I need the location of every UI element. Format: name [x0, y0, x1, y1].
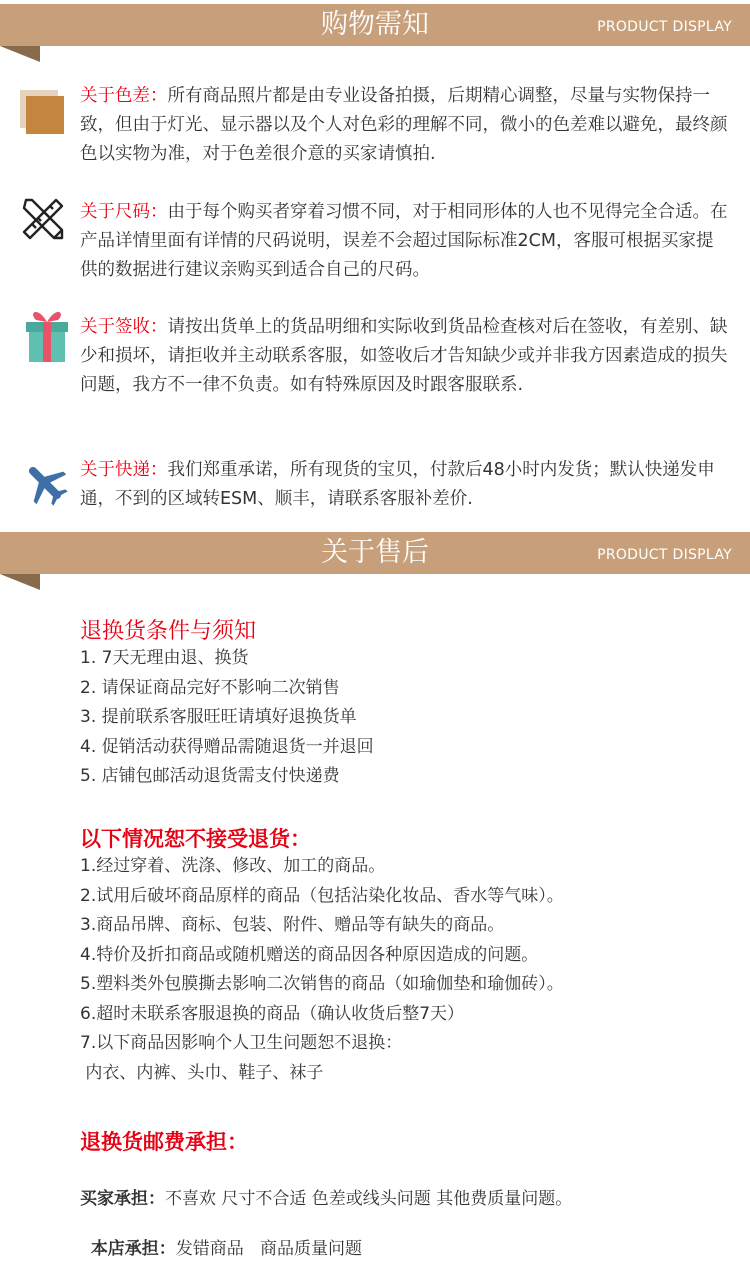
airplane-icon — [22, 460, 68, 510]
banner-subtitle: PRODUCT DISPLAY — [597, 19, 732, 35]
notice-text: 我们郑重承诺，所有现货的宝贝，付款后48小时内发货；默认快递发申通，不到的区域转ESM、顺丰，请联系客服补差价. — [80, 460, 715, 509]
banner-shopping-notice — [0, 4, 750, 62]
store-bears-label: 本店承担： — [90, 1239, 176, 1259]
notice-text: 所有商品照片都是由专业设备拍摄，后期精心调整，尽量与实物保持一致，但由于灯光、显示器以及个人对色彩的理解不同，微小的色差难以避免，最终颜色以实物为准，对于色差很介意的买家请慎拍. — [80, 86, 728, 164]
notice-text: 请按出货单上的货品明细和实际收到货品检查核对后在签收，有差别、缺少和损坏，请拒收并主动联系客服，如签收后才告知缺少或并非我方因素造成的损失问题，我方不一律不负责。如有特殊原因及时跟客服联系. — [80, 317, 728, 395]
notice-label: 关于快递： — [80, 460, 168, 480]
notice-size — [80, 198, 730, 285]
returns-list — [80, 644, 740, 792]
buyer-bears-label: 买家承担： — [80, 1189, 165, 1209]
banner-title: 关于售后 — [321, 537, 429, 568]
color-swatch-icon — [20, 90, 66, 140]
list-item: 5.塑料类外包膜撕去影响二次销售的商品（如瑜伽垫和瑜伽砖）。 — [80, 974, 564, 994]
list-item: 内衣、内裤、头巾、鞋子、袜子 — [80, 1062, 324, 1083]
notice-text: 由于每个购买者穿着习惯不同，对于相同形体的人也不见得完全合适。在产品详情里面有详情的尺码说明，误差不会超过国际标准2CM，客服可根据买家提供的数据进行建议亲购买到适合自己的尺码。 — [80, 202, 728, 280]
banner-fold — [0, 574, 40, 590]
ruler-pencil-icon — [18, 194, 68, 248]
list-item: 5. 店铺包邮活动退货需支付快递费 — [80, 766, 340, 786]
list-item: 7.以下商品因影响个人卫生问题恕不退换： — [80, 1033, 403, 1053]
banner-title: 购物需知 — [321, 9, 429, 40]
refuse-list — [80, 852, 740, 1088]
notice-label: 关于尺码： — [80, 202, 168, 222]
list-item: 2.试用后破坏商品原样的商品（包括沾染化妆品、香水等气味）。 — [80, 885, 564, 906]
returns-heading: 退换货条件与须知 — [80, 619, 257, 644]
buyer-bears-text: 不喜欢 尺寸不合适 色差或线头问题 其他费质量问题。 — [165, 1189, 573, 1209]
list-item: 3.商品吊牌、商标、包装、附件、赠品等有缺失的商品。 — [80, 915, 505, 935]
refuse-heading: 以下情况恕不接受退货： — [80, 827, 311, 851]
list-item: 6.超时未联系客服退换的商品（确认收货后整7天） — [80, 1003, 465, 1024]
notice-color-difference — [80, 82, 730, 169]
list-item: 4. 促销活动获得赠品需随退货一并退回 — [80, 736, 374, 757]
list-item: 2. 请保证商品完好不影响二次销售 — [80, 677, 340, 698]
banner-subtitle: PRODUCT DISPLAY — [597, 547, 732, 563]
list-item: 1.经过穿着、洗涤、修改、加工的商品。 — [80, 856, 386, 876]
list-item: 4.特价及折扣商品或随机赠送的商品因各种原因造成的问题。 — [80, 944, 539, 965]
list-item: 1. 7天无理由退、换货 — [80, 648, 249, 668]
notice-label: 关于色差： — [80, 86, 168, 106]
banner-fold — [0, 46, 40, 62]
banner-after-sales — [0, 532, 750, 590]
gift-box-icon — [24, 302, 70, 368]
buyer-bears-row — [80, 1184, 572, 1209]
notice-label: 关于签收： — [80, 317, 168, 337]
store-bears-row — [80, 1214, 362, 1259]
notice-delivery — [80, 456, 730, 514]
postage-heading: 退换货邮费承担： — [80, 1130, 248, 1154]
list-item: 3. 提前联系客服旺旺请填好退换货单 — [80, 707, 357, 727]
notice-receipt — [80, 313, 730, 400]
store-bears-text: 发错商品 商品质量问题 — [175, 1239, 363, 1259]
